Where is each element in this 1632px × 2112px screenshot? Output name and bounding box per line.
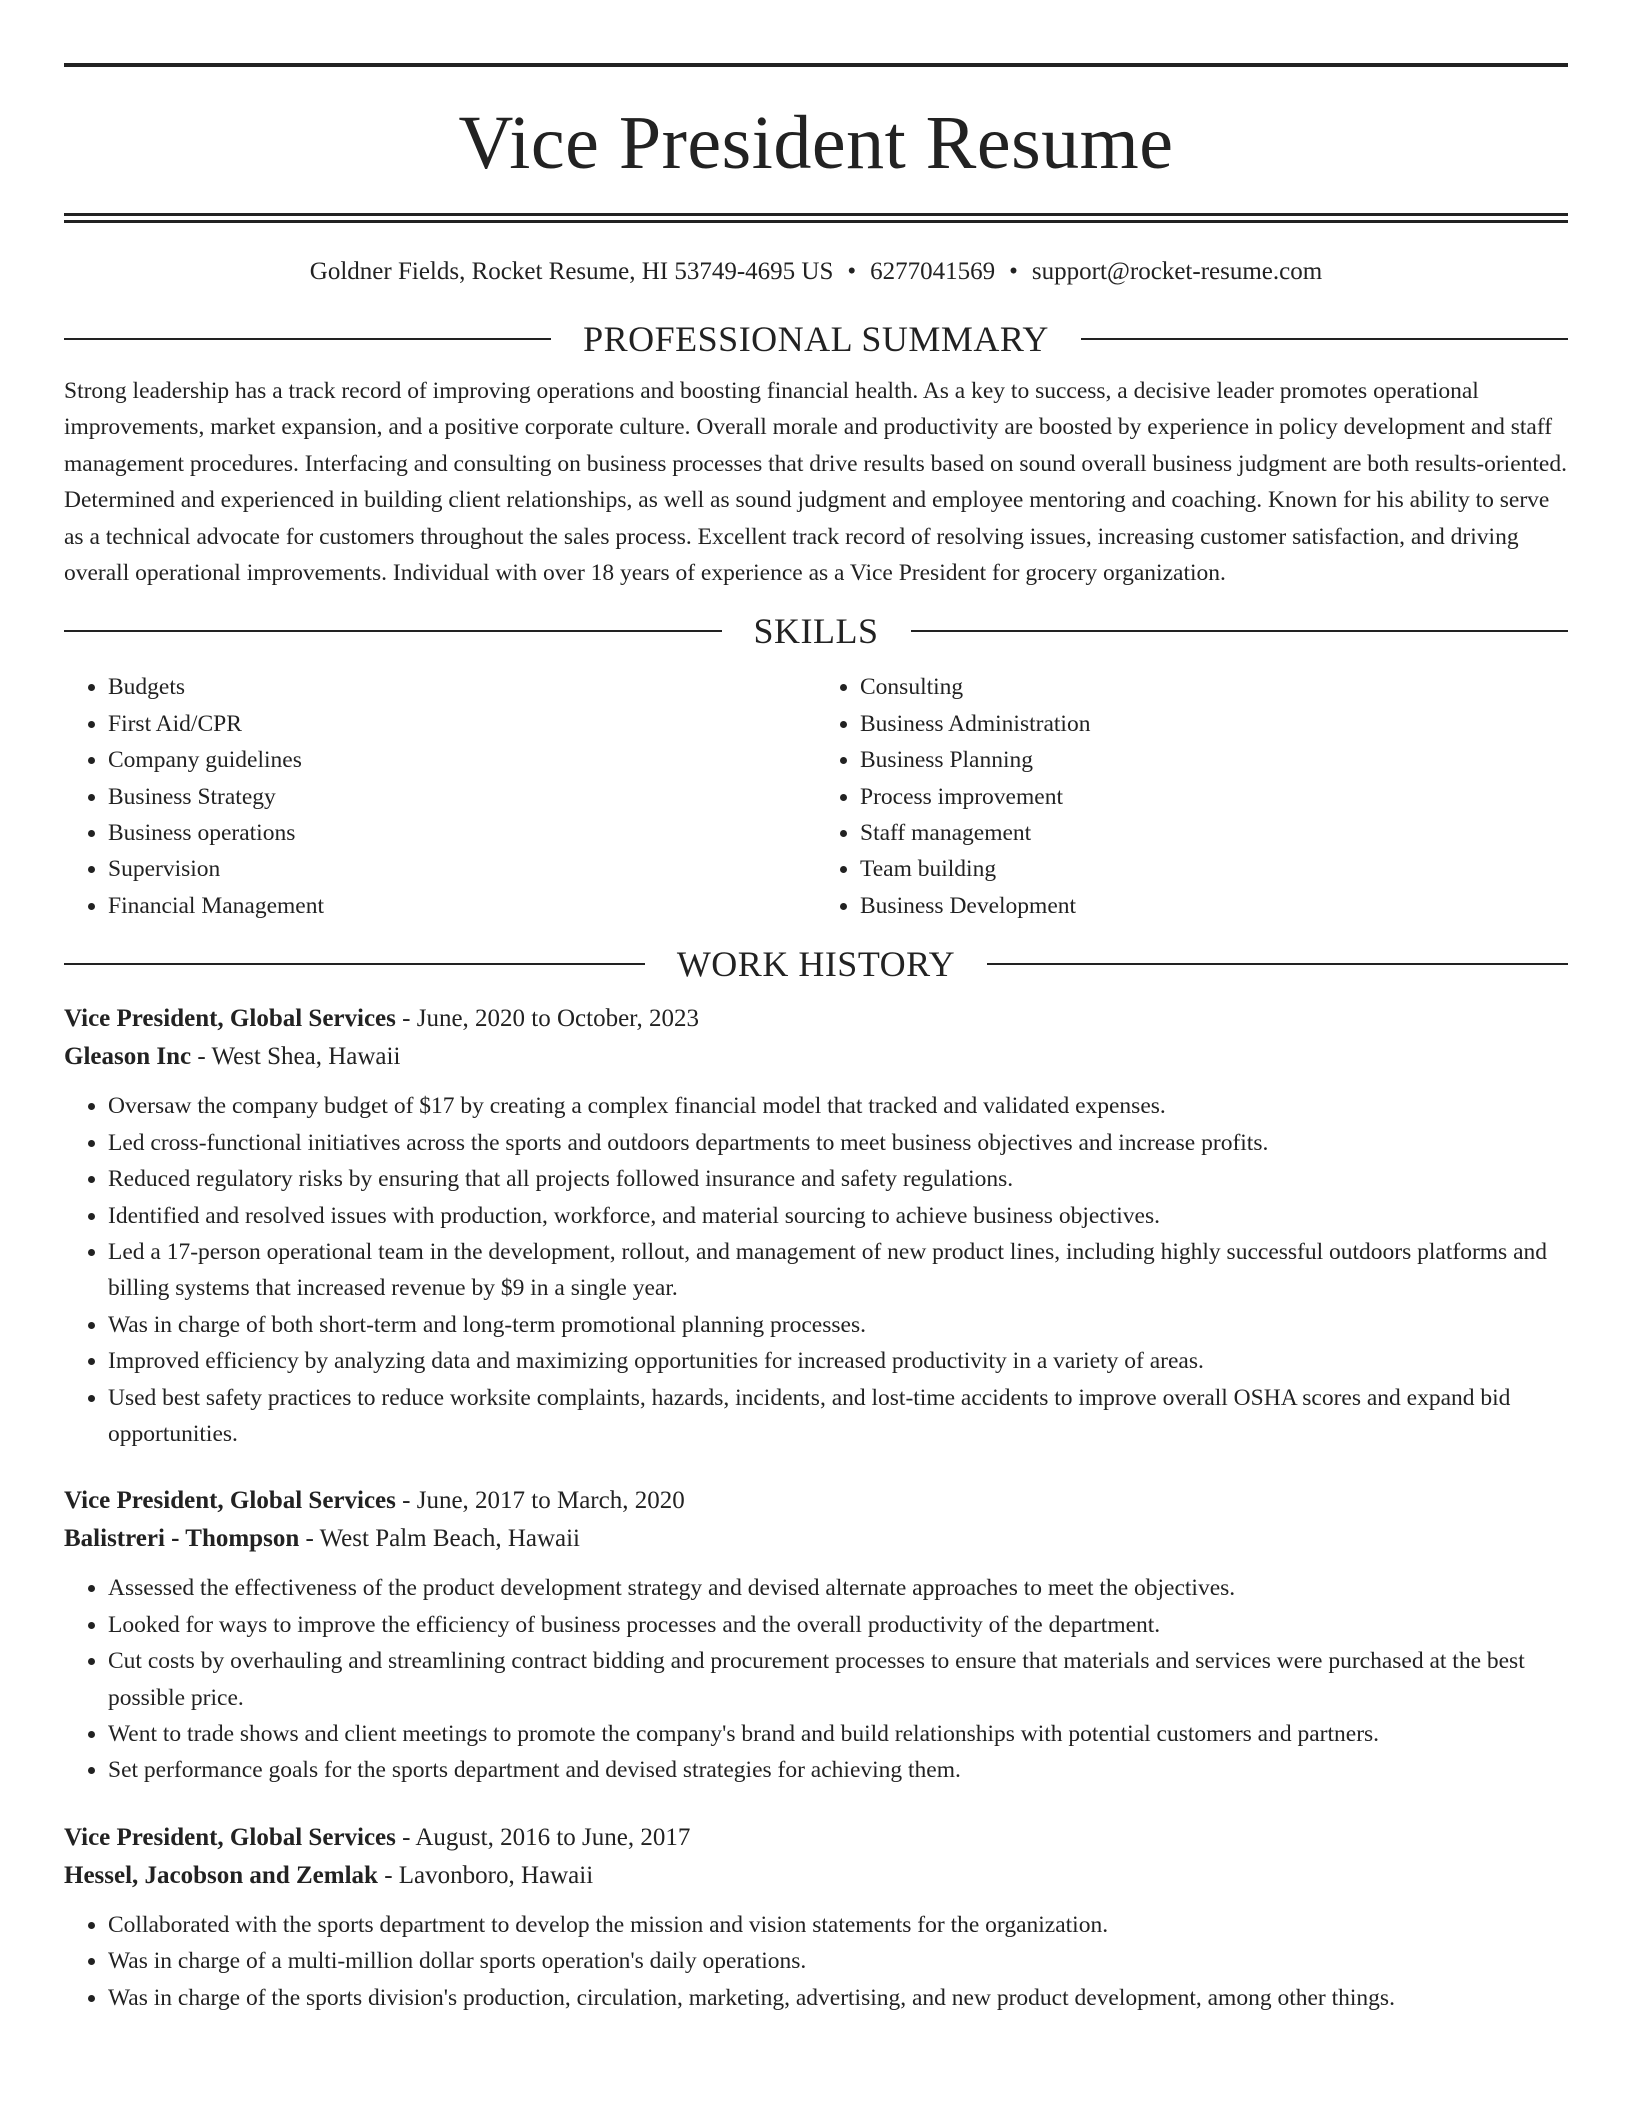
- summary-text: Strong leadership has a track record of improving operations and boosting financial health. As a key to success, a decisive leader promotes operational improvements, market expansion, and a positive corporate culture. Overall morale and productivity are boosted by experience in policy development and staff management procedures. Interfacing and consulting on business processes that drive results based on sound overall business judgment are both results-oriented. Determined and experienced in building client relationships, as well as sound judgment and employee mentoring and coaching. Known for his ability to serve as a technical advocate for customers throughout the sales process. Excellent track record of resolving issues, increasing customer satisfaction, and driving overall operational improvements. Individual with over 18 years of experience as a Vice President for grocery organization.: [64, 378, 1567, 587]
- job-bullet: • Was in charge of a multi-million dollar sports operation's daily operations.: [108, 1943, 1568, 1979]
- contact-separator: •: [847, 258, 857, 285]
- job-dates: - August, 2016 to June, 2017: [402, 1823, 691, 1851]
- job-location: - West Palm Beach, Hawaii: [305, 1525, 581, 1553]
- contact-phone: 6277041569: [870, 258, 996, 285]
- job-dates: - June, 2017 to March, 2020: [402, 1487, 685, 1515]
- skill-item: • Consulting: [860, 669, 1568, 705]
- skills-heading-label: SKILLS: [753, 611, 879, 652]
- job-bullet: • Went to trade shows and client meetings to promote the company's brand and build relationships with potential customers and partners.: [108, 1716, 1568, 1752]
- job-dates: - June, 2020 to October, 2023: [402, 1005, 700, 1033]
- skill-item: • Business operations: [108, 815, 816, 851]
- job-title-line: [64, 1819, 1568, 1857]
- heading-rule: [64, 338, 551, 340]
- heading-rule: [64, 963, 645, 965]
- job-company: Hessel, Jacobson and Zemlak: [64, 1861, 378, 1889]
- job-role: Vice President, Global Services: [64, 1487, 396, 1515]
- job-bullet: • Set performance goals for the sports department and devised strategies for achieving them.: [108, 1752, 1568, 1788]
- job-title-line: [64, 1482, 1568, 1520]
- contact-separator: •: [1009, 258, 1018, 285]
- heading-rule: [64, 630, 722, 632]
- job-entry: [64, 1482, 1568, 1788]
- heading-rule: [911, 630, 1569, 632]
- job-location: - West Shea, Hawaii: [197, 1043, 401, 1071]
- skill-item: • Business Planning: [860, 742, 1568, 778]
- job-company: Balistreri - Thompson: [64, 1525, 300, 1553]
- job-bullet: • Reduced regulatory risks by ensuring that all projects followed insurance and safety regulations.: [108, 1161, 1568, 1197]
- title-double-rule: [64, 213, 1568, 223]
- skill-item: • Staff management: [860, 815, 1568, 851]
- job-bullet: • Led cross-functional initiatives across the sports and outdoors departments to meet business objectives and increase profits.: [108, 1125, 1568, 1161]
- summary-heading: [64, 321, 1568, 357]
- skill-item: • Company guidelines: [108, 742, 816, 778]
- skill-item: • Business Administration: [860, 706, 1568, 742]
- page-title: Vice President Resume: [458, 101, 1174, 185]
- heading-rule: [1081, 338, 1568, 340]
- skill-item: • Process improvement: [860, 779, 1568, 815]
- skill-item: • First Aid/CPR: [108, 706, 816, 742]
- skills-list-right: [816, 669, 1568, 924]
- skill-item: • Team building: [860, 851, 1568, 887]
- job-bullet: • Identified and resolved issues with production, workforce, and material sourcing to achieve business objectives.: [108, 1198, 1568, 1234]
- job-bullet: • Improved efficiency by analyzing data and maximizing opportunities for increased productivity in a variety of areas.: [108, 1343, 1568, 1379]
- job-entry: [64, 1000, 1568, 1452]
- job-bullet: • Assessed the effectiveness of the product development strategy and devised alternate approaches to meet the objectives.: [108, 1570, 1568, 1606]
- work-heading-label: WORK HISTORY: [676, 944, 956, 985]
- job-bullet: • Led a 17-person operational team in the development, rollout, and management of new product lines, including highly successful outdoors platforms and billing systems that increased revenue by $9 in a single year.: [108, 1234, 1568, 1307]
- contact-address: Goldner Fields, Rocket Resume, HI 53749-4695 US: [309, 258, 834, 285]
- job-company-line: [64, 1857, 1568, 1895]
- heading-rule: [987, 963, 1568, 965]
- job-title-line: [64, 1000, 1568, 1038]
- job-entry: [64, 1819, 1568, 2016]
- job-company-line: [64, 1520, 1568, 1558]
- job-company: Gleason Inc: [64, 1043, 192, 1071]
- job-bullets: [64, 1088, 1568, 1452]
- summary-heading-label: PROFESSIONAL SUMMARY: [583, 319, 1049, 359]
- job-bullets: [64, 1570, 1568, 1788]
- top-rule: [64, 63, 1568, 67]
- skill-item: • Financial Management: [108, 888, 816, 924]
- resume-page: [64, 0, 1568, 2016]
- job-bullet: • Was in charge of both short-term and long-term promotional planning processes.: [108, 1307, 1568, 1343]
- work-heading: [64, 944, 1568, 985]
- job-bullet: • Looked for ways to improve the efficiency of business processes and the overall productivity of the department.: [108, 1607, 1568, 1643]
- contact-line: [64, 257, 1568, 287]
- skills-list-left: [64, 669, 816, 924]
- skills-heading: [64, 611, 1568, 652]
- job-bullet: • Was in charge of the sports division's production, circulation, marketing, advertising, and new product development, among other things.: [108, 1980, 1568, 2016]
- skill-item: • Budgets: [108, 669, 816, 705]
- job-company-line: [64, 1038, 1568, 1076]
- job-role: Vice President, Global Services: [64, 1823, 396, 1851]
- skill-item: • Business Strategy: [108, 779, 816, 815]
- job-bullet: • Cut costs by overhauling and streamlining contract bidding and procurement processes to ensure that materials and services were purchased at the best possible price.: [108, 1643, 1568, 1716]
- job-bullet: • Collaborated with the sports department to develop the mission and vision statements for the organization.: [108, 1907, 1568, 1943]
- job-bullets: [64, 1907, 1568, 2016]
- skills-columns: [64, 669, 1568, 924]
- job-bullet: • Oversaw the company budget of $17 by creating a complex financial model that tracked and validated expenses.: [108, 1088, 1568, 1124]
- contact-email: support@rocket-resume.com: [1031, 258, 1323, 285]
- job-location: - Lavonboro, Hawaii: [384, 1861, 594, 1889]
- skill-item: • Supervision: [108, 851, 816, 887]
- skill-item: • Business Development: [860, 888, 1568, 924]
- job-role: Vice President, Global Services: [64, 1005, 396, 1033]
- job-bullet: • Used best safety practices to reduce worksite complaints, hazards, incidents, and lost-time accidents to improve overall OSHA scores and expand bid opportunities.: [108, 1380, 1568, 1453]
